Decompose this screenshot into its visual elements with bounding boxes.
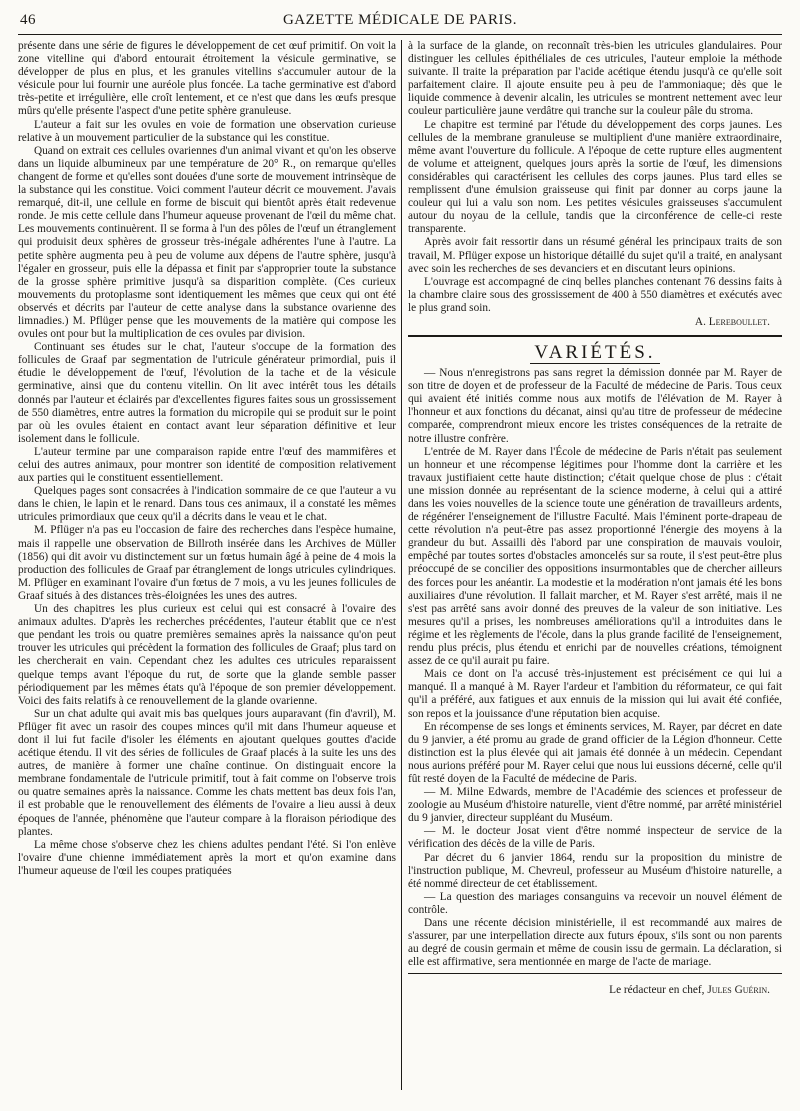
paragraph: Dans une récente décision ministérielle, il est recommandé aux maires de s'assurer, par une interpellation directe aux futurs époux, s'ils sont ou non parents au degré de cousin germain et même de cousin issu de germain. La déclaration, si elle est affirmative, sera mentionnée en marge de l'acte de mariage. [408, 917, 782, 969]
paragraph: Mais ce dont on l'a accusé très-injustement est précisément ce qui lui a manqué. Il a manqué à M. Rayer l'ardeur et l'ambition du réformateur, ce qui fait qu'il a préféré, aux fatigues et aux ennuis de la mission qui lui avait été confiée, son repos et la jouissance d'une réputation bien acquise. [408, 668, 782, 720]
paragraph: L'auteur termine par une comparaison rapide entre l'œuf des mammifères et celui des autres animaux, pour montrer son identité de composition relativement aux parties qui le constituent essentiellement. [18, 445, 396, 485]
section-rule [408, 335, 782, 337]
paragraph: L'entrée de M. Rayer dans l'École de médecine de Paris n'était pas seulement un honneur et une récompense légitimes pour l'homme dont la carrière et les travaux justifiaient cette haute distinction; c'était quelque chose de plus : c'était une mission donnée au représentant de la science moderne, à celui qui a attiré dans les voies nouvelles de la science toute une génération de travailleurs ardents, de régénérer l'enseignement de l'illustre Faculté. Mais l'éminent porte-drapeau de cette révolution n'a peut-être pas assez proportionné l'énergie des moyens à la grandeur du but. Assailli dès l'abord par une conspiration de mauvais vouloir, empêché par toutes sortes d'obstacles amoncelés sur sa route, il s'est peut-être plus préoccupé de se concilier des oppositions insurmontables que de chercher ailleurs des forces pour les anéantir. La modestie et la modération n'ont jamais été les bons auxiliaires d'une révolution. Il fallait marcher, et M. Rayer s'est arrêté, mais il ne s'est pas arrêté sans avoir donné des preuves de la valeur de son initiative. Les mesures qu'il a prises, les nombreuses améliorations qu'il a introduites dans le régime et les règlements de l'école, dans la plus grande facilité de l'enseignement, rendu plus précis, plus étendu et enrichi par de nouvelles créations, témoignent assez de ce qu'il aurait pu faire. [408, 445, 782, 668]
page-header [18, 12, 782, 35]
editor-line [408, 984, 770, 997]
editor-prefix: Le rédacteur en chef, [609, 984, 705, 997]
paragraph: Quand on extrait ces cellules ovariennes d'un animal vivant et qu'on les observe dans un liquide albumineux par une température de 20° R., on remarque qu'elles changent de forme et qu'elles sont douées d'une sorte de mouvement intrinsèque de la substance qui les constitue. Voici comment l'auteur décrit ce mouvement. J'avais remarqué, dit-il, une cellule en forme de biscuit qui bientôt après était redevenue ronde. Je mis cette cellule dans l'humeur aqueuse provenant de l'œil du même chat. Les mouvements continuèrent. Il se forma à l'un des pôles de l'œuf un étranglement qui produisit deux sphères de grosseur très-inégale adhérentes l'une à l'autre. La petite sphère augmenta peu à peu de volume aux dépens de l'autre sphère, jusqu'à l'égaler en grosseur, puis elle la dépassa et finit par s'approprier toute la substance de la grosse sphère primitive jusqu'à sa disparition complète. (Ces curieux mouvements du protoplasme sont identiquement les mêmes que ceux qui ont été observés et décrits par l'auteur de cette analyse dans la substance ovarienne des limnadies.) M. Pflüger pense que les mouvements de la matière qui compose les ovules ont pour but la multiplication de ces ovules par division. [18, 144, 396, 341]
article-signature [408, 316, 770, 329]
paragraph: Sur un chat adulte qui avait mis bas quelques jours auparavant (fin d'avril), M. Pflüger fit avec un rasoir des coupes minces qu'il mit dans l'humeur aqueuse et dont il lui fut facile d'isoler les éléments en ajoutant quelques gouttes d'acide acétique étendu. Il vit des séries de follicules de Graaf placés à la suite les uns des autres, de manière à former une chaîne continue. On distinguait encore la membrane fondamentale de l'utricule primitif, tout à fait comme on l'observe trois ou quatre semaines après la naissance. Comme les chats mettent bas deux fois l'an, il est probable que le renouvellement des éléments de l'ovaire a lieu aussi à deux époques de l'année, phénomène que l'auteur compare à la floraison périodique des plantes. [18, 707, 396, 838]
varietes-heading [408, 341, 782, 365]
footer-rule [408, 973, 782, 974]
paragraph: L'ouvrage est accompagné de cinq belles planches contenant 76 dessins faits à la chambre claire sous des grossissement de 400 à 550 diamètres et exécutés avec le plus grand soin. [408, 275, 782, 314]
signature-initial: A. [694, 315, 706, 328]
paragraph: — Nous n'enregistrons pas sans regret la démission donnée par M. Rayer de son titre de doyen et de professeur de la Faculté de médecine de Paris. Tous ceux qui avaient été initiés comme nous aux motifs de l'élévation de M. Rayer à l'honneur et aux fonctions du décanat, ainsi qu'au titre de professeur de médecine comparée, comprendront mieux encore les tristes conséquences de la retraite de notre illustre confrère. [408, 367, 782, 445]
paragraph: — M. le docteur Josat vient d'être nommé inspecteur de service de la vérification des décès de la ville de Paris. [408, 825, 782, 851]
paragraph: L'auteur a fait sur les ovules en voie de formation une observation curieuse relative à un mouvement particulier de la substance qui les constitue. [18, 118, 396, 144]
page-number: 46 [20, 12, 36, 28]
editor-name: Jules Guérin. [707, 984, 770, 997]
column-divider [401, 40, 402, 1090]
paragraph: La même chose s'observe chez les chiens adultes pendant l'été. Si l'on enlève l'ovaire d'une chienne immédiatement après la mort et qu'on examine dans l'humeur aqueuse de l'œil les coupes pratiquées [18, 838, 396, 877]
paragraph: En récompense de ses longs et éminents services, M. Rayer, par décret en date du 9 janvier, a été promu au grade de grand officier de la Légion d'honneur. Cette distinction est la plus élevée qui ait jamais été donnée à un médecin. Cependant nous aurions préféré pour M. Rayer celui que nous lui eussions décerné, celle qu'il fût resté doyen de la Faculté de médecine de Paris. [408, 720, 782, 785]
paragraph: M. Pflüger n'a pas eu l'occasion de faire des recherches dans l'espèce humaine, mais il rappelle une observation de Billroth insérée dans les Archives de Müller (1856) qui dit avoir vu distinctement sur un fœtus humain âgé à peine de 4 mois la production des follicules de Graaf par étranglement de longs utricules cylindriques. M. Pflüger en examinant l'ovaire d'un fœtus de 7 mois, a vu les jeunes follicules de Graaf situés à des distances très-éloignées les unes des autres. [18, 524, 396, 602]
paragraph: Quelques pages sont consacrées à l'indication sommaire de ce que l'auteur a vu dans le chien, le lapin et le renard. Dans tous ces animaux, il a constaté les mêmes utricules primordiaux que ceux qu'il a décrits dans le veau et le chat. [18, 485, 396, 524]
signature-name: Lereboullet. [708, 315, 770, 328]
varietes-title: VARIÉTÉS. [530, 342, 659, 364]
paragraph: présente dans une série de figures le développement de cet œuf primitif. On voit la zone vitelline qui d'abord entourait étroitement la vésicule germinative, se développer de plus en plus, et les granules vitellins s'accumuler autour de la vésicule pour lui fournir une auréole plus foncée. La tache germinative est d'abord très-petite et irrégulière, elle croît lentement, et ce n'est que dans les œufs presque mûrs qu'elle présente l'aspect d'une petite sphère granuleuse. [18, 40, 396, 118]
paragraph: Par décret du 6 janvier 1864, rendu sur la proposition du ministre de l'instruction publique, M. Chevreul, professeur au Muséum d'histoire naturelle, a été nommé directeur de cet établissement. [408, 851, 782, 890]
paragraph: Continuant ses études sur le chat, l'auteur s'occupe de la formation des follicules de Graaf par segmentation de l'utricule générateur primordial, puis il étudie le développement de l'œuf, l'évolution de la tache et de la vésicule germinative, ainsi que du contenu vitellin. On lit avec intérêt tous les détails donnés par l'auteur et éclairés par d'excellentes figures faites sous un grossissement de 550 diamètres, entre autres la formation du micropile qui se produit sur le point par où les ovules étaient en contact avant leur séparation définitive et leur isolement dans le follicule. [18, 341, 396, 445]
paragraph: Après avoir fait ressortir dans un résumé général les principaux traits de son travail, M. Pflüger expose un historique détaillé du sujet qu'il a traité, en analysant avec soin les recherches de ses devanciers et en discutant leurs opinions. [408, 236, 782, 275]
paragraph: Un des chapitres les plus curieux est celui qui est consacré à l'ovaire des animaux adultes. D'après les recherches précédentes, l'auteur établit que ce n'est que pendant les trois ou quatre premières semaines après la naissance qu'on peut trouver les utricules qui précèdent la formation des follicules de Graaf; plus tard on les chercherait en vain. Cependant chez les adultes ces utricules reparaissent quelque temps avant l'époque du rut, de sorte que la glande semble passer périodiquement par les mêmes états qu'à l'époque de son premier développement. Voici des faits relatifs à ce renouvellement de la glande ovarienne. [18, 603, 396, 707]
journal-title: GAZETTE MÉDICALE DE PARIS. [282, 12, 518, 28]
paragraph: — La question des mariages consanguins va recevoir un nouvel élément de contrôle. [408, 890, 782, 916]
paragraph: — M. Milne Edwards, membre de l'Académie des sciences et professeur de zoologie au Muséum d'histoire naturelle, vient d'être nommé, par arrêté ministériel du 9 janvier, directeur suppléant du Muséum. [408, 786, 782, 825]
left-column [18, 40, 396, 878]
paragraph: Le chapitre est terminé par l'étude du développement des corps jaunes. Les cellules de la membrane granuleuse se multiplient d'une manière extraordinaire, même avant l'ouverture du follicule. A l'époque de cette rupture elles augmentent de volume et atteignent, quelques jours après la sortie de l'œuf, les dimensions considérables qui caractérisent les cellules des corps jaunes. Plus tard elles se remplissent d'une émulsion graisseuse qui finit par donner au corps jaune la couleur qui lui a valu son nom. Les petites vésicules graisseuses s'accumulent autour du noyau de la cellule, tandis que la circonférence de celle-ci reste transparente. [408, 118, 782, 236]
paragraph: à la surface de la glande, on reconnaît très-bien les utricules glandulaires. Pour distinguer les cellules épithéliales de ces utricules, l'auteur emploie la méthode suivante. Il traite la préparation par l'acide acétique étendu jusqu'à ce qu'elle soit parfaitement claire. Il ajoute ensuite peu à peu de l'ammoniaque; dès que le liquide commence à devenir alcalin, les utricules se montrent nettement avec leur couleur particulière jaune verdâtre qui tranche sur la couleur pâle du stroma. [408, 40, 782, 118]
right-column [408, 40, 782, 997]
